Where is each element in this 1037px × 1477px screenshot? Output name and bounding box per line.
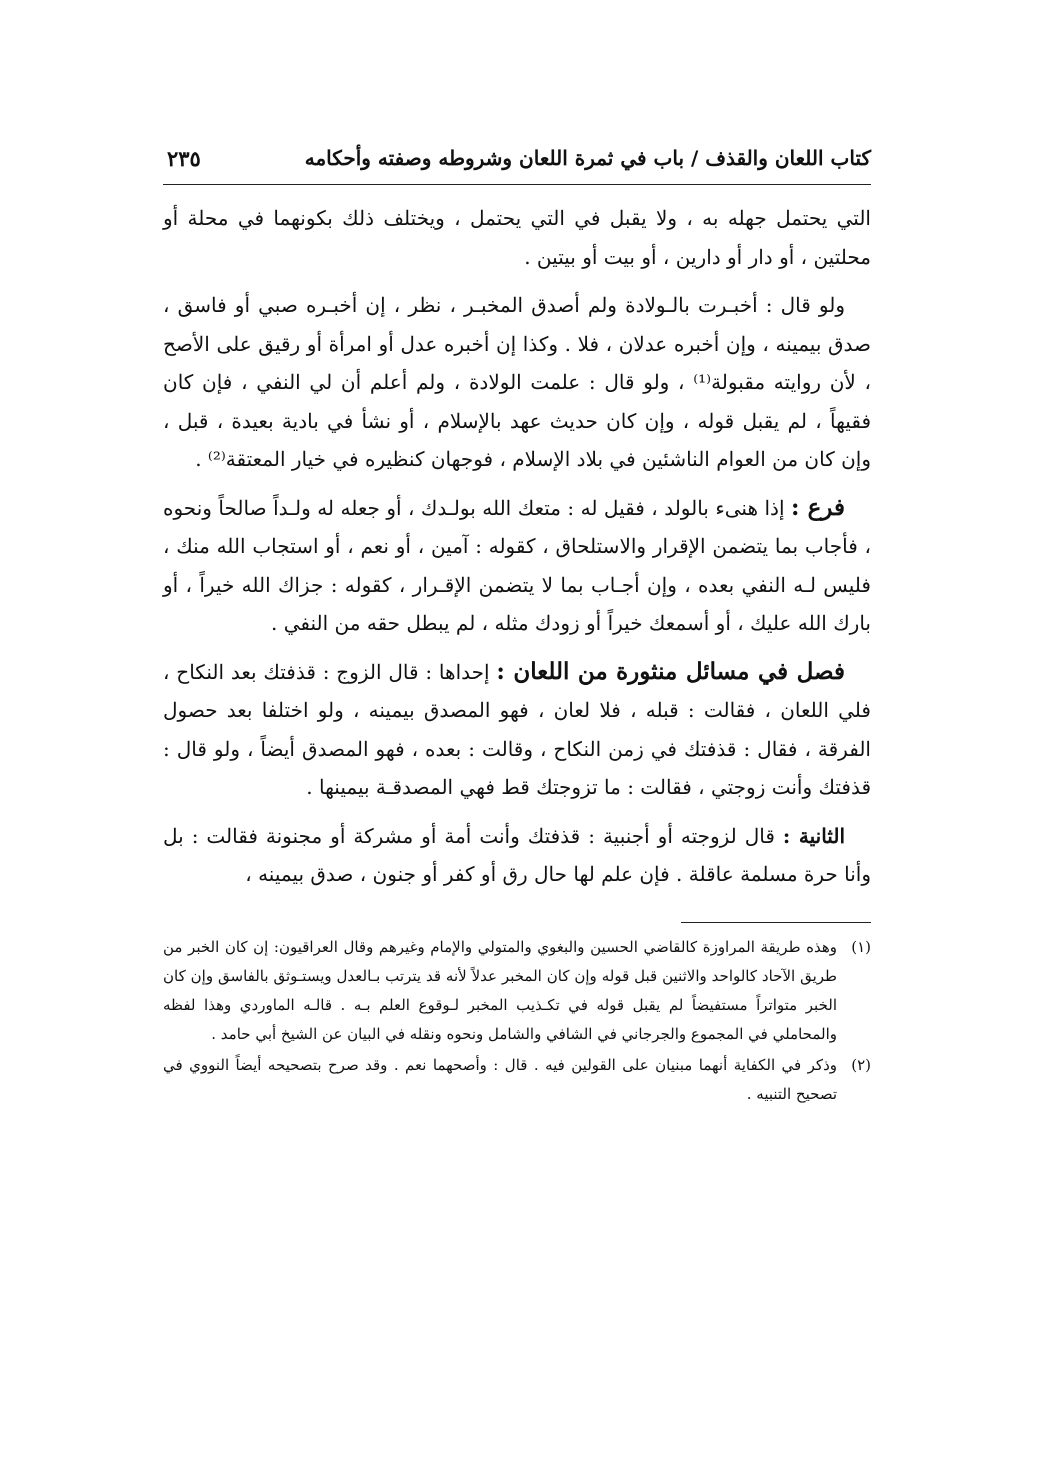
- footnote-text: وهذه طريقة المراوزة كالقاضي الحسين والبغوي والمتولي والإمام وغيرهم وقال العراقيون: إن كان الخبر من طريق الآحاد كالواحد والاثنين قبل قوله وإن كان المخبر عدلاً لأنه قد يترتب بـالعدل ويستـوثق بالفاسق وإن كان الخبر متواتراً مستفيضاً لم يقبل قوله في تكـذيب المخبر لـوقوع العلم بـه . قالـه الماوردي وهذا لفظه والمحاملي في المجموع والجرجاني في الشافي والشامل ونحوه ونقله في البيان عن الشيخ أبي حامد .: [163, 937, 837, 1043]
- page-number: ٢٣٥: [167, 146, 201, 171]
- paragraph-text: إذا هنىء بالولد ، فقيل له : متعك الله بولـدك ، أو جعله له ولـداً صالحاً ونحوه ، فأجاب بما يتضمن الإقرار والاستلحاق ، كقوله : آمين ، أو نعم ، أو استجاب الله منك ، فليس لـه النفي بعده ، وإن أجـاب بما لا يتضمن الإقـرار ، كقوله : جزاك الله خيراً ، أو بارك الله عليك ، أو أسمعك خيراً أو زودك مثله ، لم يبطل حقه من النفي .: [163, 495, 871, 635]
- paragraph: [163, 286, 871, 479]
- paragraph: [163, 199, 871, 276]
- footnote-separator: [681, 922, 871, 923]
- book-page: [163, 140, 871, 1111]
- paragraph-text: قال لزوجته أو أجنبية : قذفتك وأنت أمة أو مشركة أو مجنونة فقالت : بل وأنا حرة مسلمة عاقلة . فإن علم لها حال رق أو كفر أو جنون ، صدق بيمينه ،: [163, 823, 871, 886]
- main-text: [163, 199, 871, 894]
- paragraph: [163, 489, 871, 643]
- footnote-number: (١): [851, 937, 871, 956]
- paragraph-lead: الثانية :: [782, 823, 845, 848]
- running-title: كتاب اللعان والقذف / باب في ثمرة اللعان وشروطه وصفته وأحكامه: [304, 146, 871, 170]
- footnote: [163, 1051, 871, 1109]
- footnote-text: وذكر في الكفاية أنهما مبنيان على القولين فيه . قال : وأصحهما نعم . وقد صرح بتصحيحه أيضاً النووي في تصحيح التنبيه .: [163, 1055, 837, 1103]
- section-heading-fasl: فصل في مسائل منثورة من اللعان :: [496, 657, 845, 685]
- paragraph-text: ولو قال : أخبـرت بالـولادة ولم أصدق المخبـر ، نظر ، إن أخبـره صبي أو فاسق ، صدق بيمينه ، وإن أخبره عدلان ، فلا . وكذا إن أخبره عدل أو امرأة أو رقيق على الأصح ، لأن روايته مقبولة⁽¹⁾ ، ولو قال : علمت الولادة ، ولم أعلم أن لي النفي ، فإن كان فقيهاً ، لم يقبل قوله ، وإن كان حديث عهد بالإسلام ، أو نشأ في بادية بعيدة ، قبل ، وإن كان من العوام الناشئين في بلاد الإسلام ، فوجهان كنظيره في خيار المعتقة⁽²⁾ .: [163, 293, 871, 471]
- paragraph-text: إحداها : قال الزوج : قذفتك بعد النكاح ، فلي اللعان ، فقالت : قبله ، فلا لعان ، فهو المصدق بيمينه ، ولو اختلفا بعد حصول الفرقة ، فقال : قذفتك في زمن النكاح ، وقالت : بعده ، فهو المصدق أيضاً ، ولو قال : قذفتك وأنت زوجتي ، فقالت : ما تزوجتك قط فهي المصدقـة بيمينها .: [163, 659, 871, 799]
- footnotes: [163, 933, 871, 1109]
- section-lead-far: فرع :: [790, 493, 845, 521]
- page-header: [163, 140, 871, 185]
- paragraph-text: التي يحتمل جهله به ، ولا يقبل في التي يحتمل ، ويختلف ذلك بكونهما في محلة أو محلتين ، أو دار أو دارين ، أو بيت أو بيتين .: [163, 206, 871, 269]
- footnote: [163, 933, 871, 1049]
- paragraph: [163, 817, 871, 894]
- paragraph: [163, 653, 871, 807]
- footnote-number: (٢): [851, 1055, 871, 1074]
